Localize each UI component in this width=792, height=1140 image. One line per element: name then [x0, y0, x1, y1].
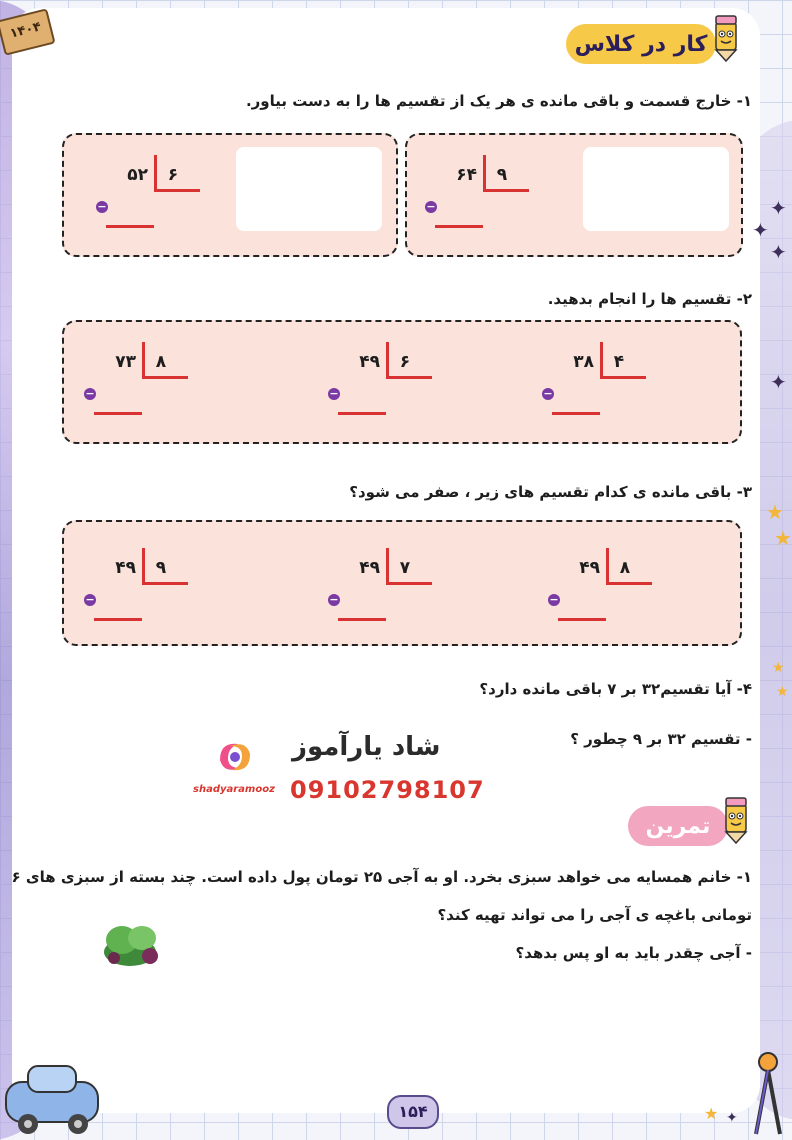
division-bar — [386, 582, 432, 585]
divisor: ۷ — [399, 558, 411, 578]
star-icon: ★ — [704, 1104, 719, 1123]
division-bar — [154, 189, 200, 192]
dividend: ۴۹ — [579, 558, 600, 578]
section-title-classwork: کار در کلاس — [566, 24, 716, 64]
question-1-text: ۱- خارج قسمت و باقی مانده ی هر یک از تقسیم ها را به دست بیاور. — [245, 92, 752, 110]
divisor: ۴ — [613, 352, 625, 372]
divisor: ۸ — [155, 352, 167, 372]
answer-line[interactable] — [106, 225, 154, 228]
minus-icon: − — [85, 593, 95, 606]
division-item — [85, 334, 218, 424]
compass-icon — [748, 1050, 788, 1136]
answer-line[interactable] — [94, 618, 142, 621]
dividend: ۵۲ — [127, 165, 148, 185]
q1-box-right — [405, 133, 743, 257]
answer-line[interactable] — [558, 618, 606, 621]
page-number: ۱۵۴ — [387, 1095, 439, 1129]
answer-box[interactable] — [236, 147, 382, 231]
watermark-phone: 09102798107 — [290, 776, 485, 804]
division-bar — [483, 155, 486, 191]
minus-icon: − — [329, 387, 339, 400]
minus-icon: − — [329, 593, 339, 606]
year-tag: ۱۴۰۴ — [0, 8, 56, 56]
exercise-1-line2: تومانی باغچه ی آجی را می تواند تهیه کند؟ — [437, 906, 752, 924]
division-bar — [483, 189, 529, 192]
answer-box[interactable] — [583, 147, 729, 231]
star-icon: ★ — [766, 500, 784, 524]
division-bar — [142, 342, 145, 378]
division-bar — [606, 548, 609, 584]
star-icon: ✦ — [770, 240, 787, 264]
toy-car-icon — [0, 1056, 110, 1140]
division-item — [329, 540, 462, 630]
question-4-sub-text: - تقسیم ۳۲ بر ۹ چطور ؟ — [570, 730, 752, 748]
dividend: ۷۳ — [115, 352, 136, 372]
brand-logo-icon — [214, 738, 256, 776]
question-3-text: ۳- باقی مانده ی کدام تقسیم های زیر ، صفر می شود؟ — [349, 483, 752, 501]
vegetables-icon — [100, 912, 166, 972]
dividend: ۴۹ — [359, 352, 380, 372]
division-item — [543, 334, 676, 424]
watermark-name: شاد یارآموز — [292, 732, 441, 762]
minus-icon: − — [543, 387, 553, 400]
division-bar — [600, 342, 603, 378]
dividend: ۴۹ — [115, 558, 136, 578]
star-icon: ✦ — [726, 1110, 738, 1126]
division-item — [329, 334, 462, 424]
answer-line[interactable] — [435, 225, 483, 228]
divisor: ۶ — [167, 165, 179, 185]
division-bar — [142, 548, 145, 584]
star-icon: ✦ — [752, 218, 769, 242]
division-bar — [386, 548, 389, 584]
divisor: ۸ — [619, 558, 631, 578]
division-item — [97, 147, 230, 237]
pencil-mascot-icon — [716, 796, 756, 844]
q3-box — [62, 520, 742, 646]
pencil-mascot-icon — [706, 14, 746, 62]
section-title-exercise: تمرین — [628, 806, 728, 846]
star-icon: ★ — [776, 684, 789, 700]
minus-icon: − — [549, 593, 559, 606]
division-bar — [142, 376, 188, 379]
q2-box — [62, 320, 742, 444]
minus-icon: − — [85, 387, 95, 400]
division-bar — [606, 582, 652, 585]
divisor: ۹ — [155, 558, 167, 578]
division-item — [426, 147, 559, 237]
dividend: ۴۹ — [359, 558, 380, 578]
dividend: ۶۴ — [456, 165, 477, 185]
answer-line[interactable] — [552, 412, 600, 415]
answer-line[interactable] — [94, 412, 142, 415]
dividend: ۳۸ — [573, 352, 594, 372]
division-bar — [600, 376, 646, 379]
division-item — [85, 540, 218, 630]
exercise-1-line3: - آجی چقدر باید به او پس بدهد؟ — [515, 944, 752, 962]
answer-line[interactable] — [338, 618, 386, 621]
division-bar — [386, 342, 389, 378]
watermark-site: shadyaramooz — [193, 784, 275, 795]
question-4-text: ۴- آیا تقسیم۳۲ بر ۷ باقی مانده دارد؟ — [479, 680, 752, 698]
q1-box-left — [62, 133, 398, 257]
division-bar — [386, 376, 432, 379]
division-item — [549, 540, 682, 630]
star-icon: ★ — [774, 526, 792, 550]
exercise-1-line1: ۱- خانم همسایه می خواهد سبزی بخرد. او به آجی ۲۵ تومان پول داده است. چند بسته از سبزی های ۶ — [11, 868, 752, 886]
star-icon: ✦ — [770, 196, 787, 220]
question-2-text: ۲- تقسیم ها را انجام بدهید. — [547, 290, 752, 308]
star-icon: ✦ — [770, 370, 787, 394]
minus-icon: − — [97, 200, 107, 213]
minus-icon: − — [426, 200, 436, 213]
division-bar — [154, 155, 157, 191]
divisor: ۹ — [496, 165, 508, 185]
divisor: ۶ — [399, 352, 411, 372]
answer-line[interactable] — [338, 412, 386, 415]
star-icon: ★ — [772, 660, 785, 676]
division-bar — [142, 582, 188, 585]
